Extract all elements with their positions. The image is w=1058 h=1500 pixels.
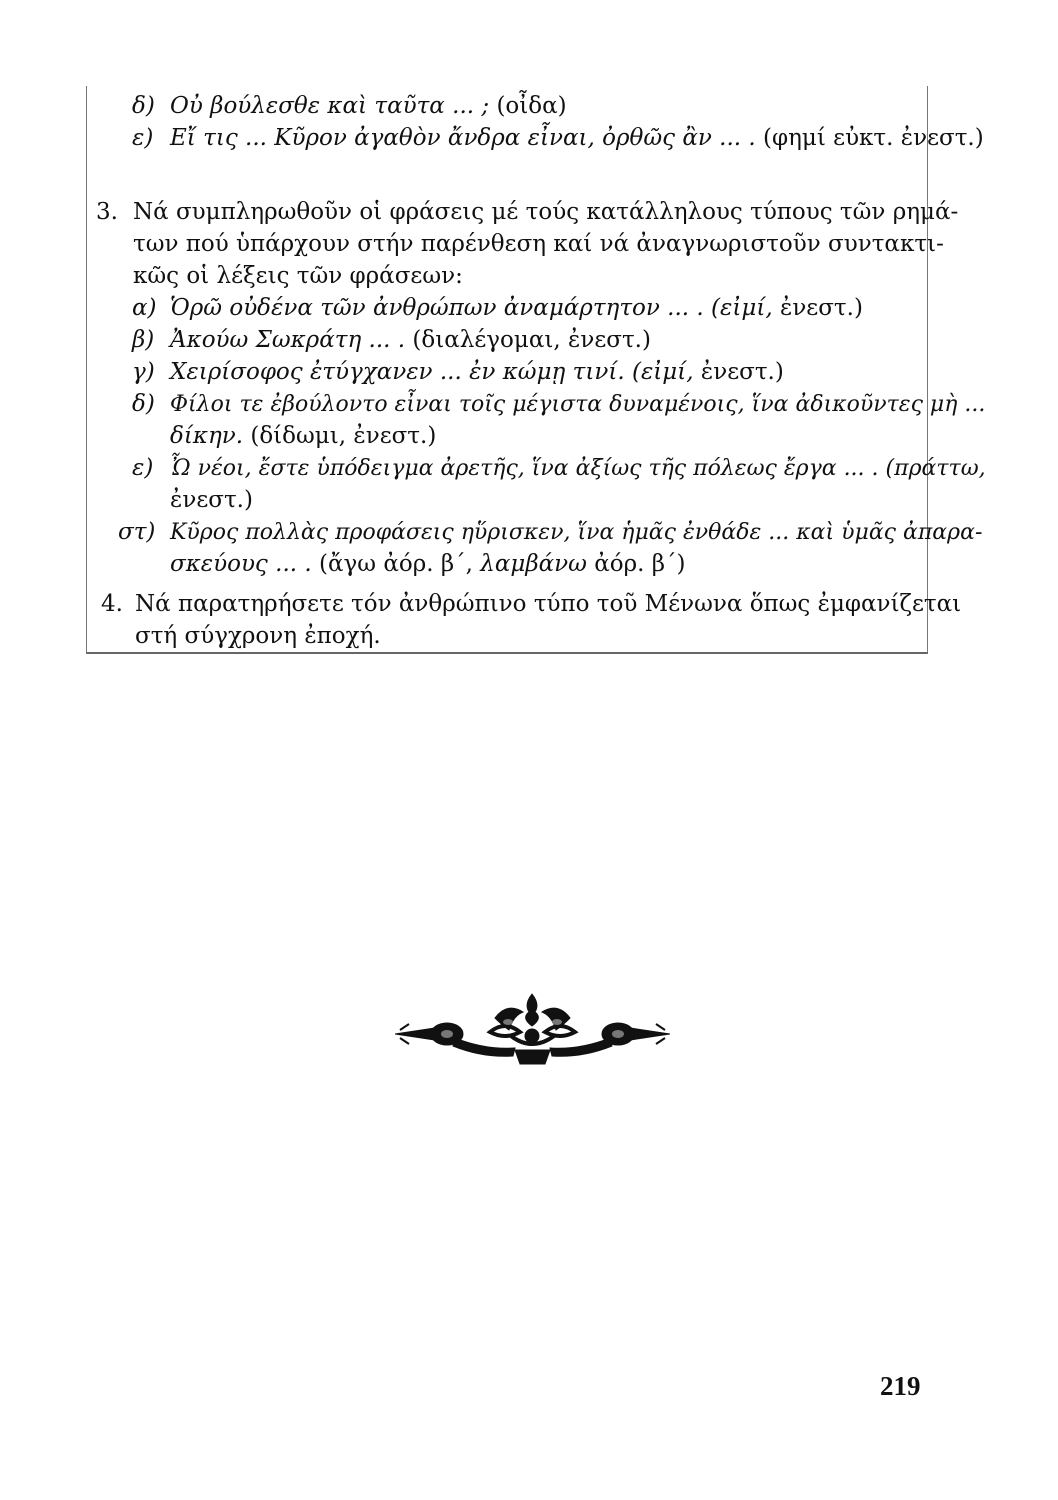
item-label: α) — [132, 295, 157, 321]
prev-item-epsilon — [132, 124, 984, 152]
exercise-3-item-g — [132, 358, 784, 386]
item-hint: (ἄγω ἀόρ. β΄, — [311, 551, 473, 577]
item-hint: (διαλέγομαι, ἐνεστ.) — [405, 327, 651, 353]
exercise-4-line-1 — [101, 590, 961, 618]
item-text: Ὦ νέοι, ἔστε ὑπόδειγμα ἀρετῆς, ἵνα ἀξίως τῆς πόλεως ἔργα ... . (πράττω, — [170, 456, 986, 481]
item-hint: ἐνεστ.) — [772, 295, 863, 321]
item-text: δίκην. — [170, 423, 244, 449]
exercise-3-instruction-line-1 — [96, 198, 958, 226]
item-text: Οὐ βούλεσθε καὶ ταῦτα ... ; — [170, 93, 490, 119]
item-label: ε) — [132, 125, 154, 151]
exercise-number: 3. — [96, 199, 118, 225]
item-label: γ) — [132, 359, 155, 385]
exercise-3-instruction-line-3: κῶς οἱ λέξεις τῶν φράσεων: — [133, 263, 463, 289]
item-hint: (οἶδα) — [489, 93, 567, 119]
item-label: β) — [132, 327, 155, 353]
item-label: στ) — [118, 519, 156, 545]
exercise-3-item-d — [132, 390, 985, 419]
item-hint: ἀόρ. β΄) — [586, 551, 686, 577]
item-text: Φίλοι τε ἐβούλοντο εἶναι τοῖς μέγιστα δυναμένοις, ἵνα ἀδικοῦντες μὴ ... — [170, 392, 986, 417]
item-hint-verb: (εἰμί, — [703, 295, 773, 321]
item-text: Κῦρος πολλὰς προφάσεις ηὕρισκεν, ἵνα ἡμᾶς ἐνθάδε ... καὶ ὑμᾶς ἀπαρα- — [170, 520, 983, 545]
exercise-3-item-st — [118, 518, 982, 547]
prev-item-delta — [132, 92, 567, 120]
item-text: Χειρίσοφος ἐτύγχανεν ... ἐν κώμῃ τινί. — [170, 359, 625, 385]
exercise-number: 4. — [101, 591, 123, 617]
instruction-text: Νά παρατηρήσετε τόν ἀνθρώπινο τύπο τοῦ Μένωνα ὅπως ἐμφανίζεται — [135, 591, 962, 617]
item-hint: ἐνεστ.) — [693, 359, 784, 385]
exercise-3-item-e — [132, 454, 986, 483]
exercise-3-item-a — [132, 294, 863, 322]
item-label: ε) — [132, 455, 154, 481]
item-hint-verb: λαμβάνω — [472, 551, 587, 577]
item-label: δ) — [132, 391, 155, 417]
item-text: Εἴ τις ... Κῦρον ἀγαθὸν ἄνδρα εἶναι, ὀρθῶς ἂν ... . — [170, 125, 756, 151]
page-number: 219 — [880, 1371, 921, 1401]
item-hint: (δίδωμι, ἐνεστ.) — [243, 423, 437, 449]
item-text: Ἀκούω Σωκράτη ... . — [170, 327, 406, 353]
item-hint-verb: (εἰμί, — [624, 359, 694, 385]
instruction-text: Νά συμπληρωθοῦν οἱ φράσεις μέ τούς κατάλληλους τύπους τῶν ρημά- — [133, 199, 959, 225]
exercise-3-item-b — [132, 326, 651, 354]
exercise-3-item-e-continuation: ἐνεστ.) — [170, 487, 253, 513]
item-text: σκεύους ... . — [170, 551, 312, 577]
exercise-3-instruction-line-2: των πού ὑπάρχουν στήν παρένθεση καί νά ἀναγνωριστοῦν συντακτι- — [133, 231, 944, 257]
exercise-3-item-d-continuation — [170, 422, 436, 450]
exercise-4-line-2: στή σύγχρονη ἐποχή. — [135, 623, 381, 649]
item-hint: (φημί εὐκτ. ἐνεστ.) — [755, 125, 984, 151]
item-text: Ὁρῶ οὐδένα τῶν ἀνθρώπων ἀναμάρτητον ... . — [170, 295, 704, 321]
exercise-3-item-st-continuation — [170, 550, 686, 578]
decorative-ornament — [395, 992, 670, 1070]
item-label: δ) — [132, 93, 155, 119]
